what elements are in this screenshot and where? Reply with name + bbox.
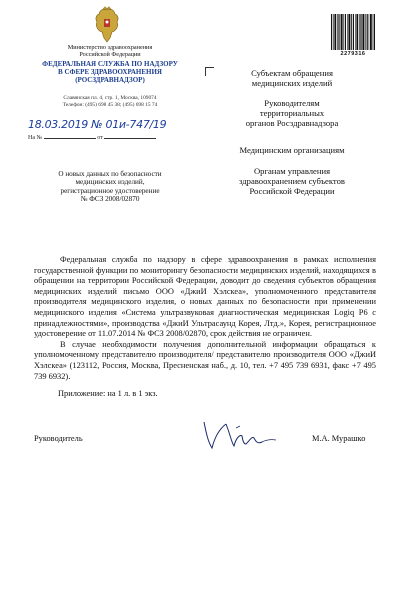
ministry-line: Российской Федерации [79, 51, 141, 58]
agency-line: (РОСЗДРАВНАДЗОР) [75, 76, 145, 84]
coat-of-arms-emblem [92, 6, 122, 44]
ministry-line: Министерство здравоохранения [67, 44, 153, 51]
ref-prefix: На № [28, 135, 43, 141]
address-corner-mark [205, 67, 214, 76]
agency-address [30, 95, 190, 108]
addressee-group [222, 145, 362, 155]
addressee-line: здравоохранением субъектов [239, 176, 345, 186]
body-paragraph: Федеральная служба по надзору в сфере здравоохранения в рамках исполнения государственной функции по мониторингу безопасности медицинских изделий, находящихся в обращении на территории Российской Федерации, доводит до сведения субъектов обращения медицинских изделий письмо ООО «ДжиИ Хэлскеа», уполномоченного представителя производителя медицинского изделия, о новых данных по безопасности при применении медицинского изделия «Система ультразвуковая диагностическая медицинская Logiq P6 с принадлежностями», производства «ДжиИ Ультрасаунд Корея, Лтд.», Корея, регистрационное удостоверение от 11.07.2014 № ФСЗ 2008/02870, срок действия не ограничен. [34, 255, 376, 339]
addressee-group [222, 166, 362, 196]
addressee-group [222, 68, 362, 88]
addressee-line: медицинских изделий [251, 78, 333, 88]
handwritten-signature [196, 414, 286, 456]
subject-line: № ФСЗ 2008/02870 [80, 195, 140, 204]
addressee-line: территориальных [259, 108, 325, 118]
addressee-line: Руководителям [264, 98, 320, 108]
ref-date-blank [104, 133, 156, 139]
subject-line: медицинских изделий, [75, 178, 145, 187]
addressee-group [222, 98, 362, 128]
ref-from: от [97, 135, 103, 141]
agency-name [30, 60, 190, 84]
subject-line: О новых данных по безопасности [58, 170, 162, 178]
signatory-name: М.А. Мурашко [312, 434, 366, 443]
reference-line [28, 133, 178, 141]
addressee-line: Органам управления [253, 166, 331, 176]
addressee-line: Российской Федерации [249, 186, 335, 196]
subject-line: регистрационное удостоверение [60, 186, 160, 195]
letter-body [34, 255, 376, 382]
signatory-position: Руководитель [34, 434, 83, 443]
agency-line: ФЕДЕРАЛЬНАЯ СЛУЖБА ПО НАДЗОРУ [42, 60, 178, 68]
addressee-line: Субъектам обращения [251, 68, 333, 78]
agency-line: В СФЕРЕ ЗДРАВООХРАНЕНИЯ [58, 68, 162, 76]
address-line: Славянская пл. 4, стр. 1, Москва, 109074 [63, 95, 157, 101]
letter-subject [40, 170, 180, 204]
barcode-number: 2279316 [340, 51, 366, 57]
ref-number-blank [44, 133, 96, 139]
addressee-line: Медицинским организациям [239, 145, 345, 155]
barcode [331, 14, 375, 50]
ministry-name [30, 44, 190, 58]
handwritten-date-number: 18.03.2019 № 01и-747/19 [28, 118, 167, 131]
attachment-note: Приложение: на 1 л. в 1 экз. [58, 389, 158, 398]
phone-line: Телефон: (495) 698 45 38; (495) 698 15 74 [62, 101, 158, 108]
body-paragraph: В случае необходимости получения дополнительной информации обращаться к уполномоченному представителю производителя/ представителю производителя ООО «ДжиИ Хэлскеа» (123112, Россия, Москва, Пресненская наб., д. 10, тел. +7 495 739 6931, факс +7 495 739 6932). [34, 339, 376, 381]
addressee-line: органов Росздравнадзора [245, 118, 339, 128]
